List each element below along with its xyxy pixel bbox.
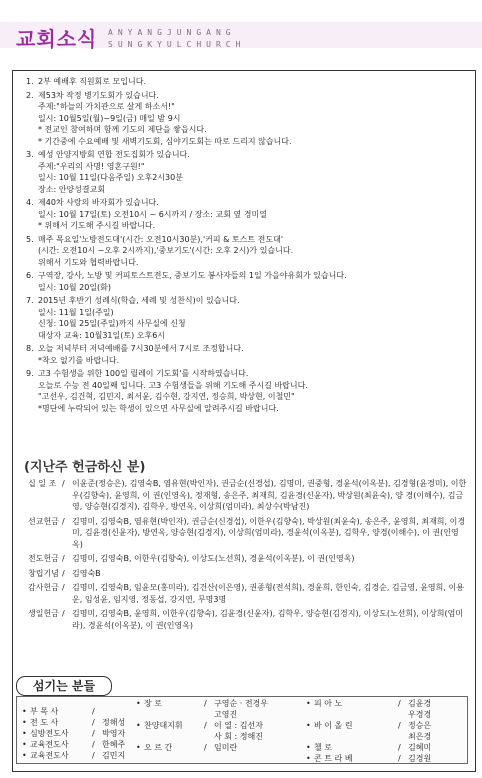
- offering-separator: /: [62, 568, 65, 578]
- offering-names: 이윤준(정승은), 김영숙B, 염유현(박인자), 권금순(신경섭), 김명미, 권중형, 경윤석(이옥분), 김경형(윤경미), 이한우(김향숙), 윤영희, 이 권(인영옥), 정재형, 송은주, 최재희, 김윤경(신윤자), 박상원(최윤숙), 양 경(이해수), 김금영, 양승현(김경지), 김학우, 방연옥, 이상희(엄미라), 최상수(박남진): [72, 479, 467, 511]
- notice-item: [26, 149, 466, 195]
- offering-row: [28, 608, 468, 631]
- notice-number: 3.: [26, 150, 34, 159]
- server-name: 한혜주: [102, 740, 126, 749]
- notice-item: [26, 343, 466, 366]
- server-separator: /: [398, 754, 401, 763]
- notice-detail: (시간: 오전10시 ~오후 2시까지),'중보기도'(시간: 오후 2시)가 있습니다.: [38, 246, 294, 255]
- bullet-icon: [306, 731, 314, 742]
- server-separator: [398, 731, 408, 742]
- offering-category: 십 일 조: [28, 479, 57, 488]
- notice-detail: *착오 없기를 바랍니다.: [38, 355, 120, 365]
- notice-detail: 대상자 교육: 10월31일(토) 오후6시: [38, 330, 166, 340]
- server-separator: /: [398, 721, 401, 730]
- offering-names: 김명미, 김영숙B, 임윤모(홍미라), 김건산(이은영), 권종형(전석희), 경윤희, 한인숙, 김경순, 김금영, 윤영희, 이용운, 임성윤, 임지영, 정동섭, 강지연, 무명3명: [72, 583, 464, 604]
- bullet-icon: •: [306, 721, 311, 730]
- server-separator: /: [92, 707, 95, 716]
- notice-item: [26, 90, 466, 148]
- bullet-icon: •: [22, 707, 27, 716]
- offering-separator: /: [62, 609, 65, 618]
- notice-heading: [26, 197, 466, 209]
- offering-row: [28, 553, 468, 565]
- server-role: 전 도 사: [30, 718, 59, 727]
- notice-number: 1.: [26, 77, 34, 86]
- bullet-icon: •: [22, 729, 27, 738]
- server-separator: [398, 709, 408, 720]
- server-separator: [204, 731, 214, 742]
- notice-detail: 주제:"우리의 사명! 영혼구원!": [38, 161, 145, 171]
- offering-names: 김명미, 김영숙B, 염유현(박인자), 권금순(신경섭), 이한우(김향숙), 박상원(최윤숙), 송은주, 윤영희, 최재희, 이경미, 김윤경(신윤자), 방연옥, 양승현(김경지), 이상희(엄미라), 경윤석(이옥분), 김학우, 양경(이해수), 이 권(인영옥): [72, 516, 466, 549]
- notice-detail: *명단에 누락되어 있는 학생이 있으면 사무실에 알려주시길 바랍니다.: [38, 403, 279, 413]
- notice-detail: 일시: 10월 11일(다음주일) 오후2시30분: [38, 173, 183, 182]
- offering-separator: /: [62, 479, 65, 488]
- notice-text: 예성 안양지방회 연합 전도집회가 있습니다.: [38, 150, 190, 159]
- server-role: 교육전도사: [30, 751, 69, 760]
- notice-item: [26, 234, 466, 269]
- offering-row: [28, 516, 468, 551]
- server-name: 최은경: [408, 732, 432, 741]
- server-role: [314, 709, 398, 720]
- offering-list: [28, 478, 468, 634]
- server-separator: /: [204, 699, 207, 708]
- server-row: [306, 709, 462, 720]
- server-row: [136, 709, 286, 720]
- server-row: [136, 720, 286, 731]
- bullet-icon: •: [22, 740, 27, 749]
- notice-detail: 일시: 10월 17일(토) 오전10시 ~ 6시까지 / 장소: 교회 옆 경미열: [38, 209, 267, 219]
- server-separator: /: [398, 699, 401, 708]
- server-separator: /: [92, 729, 95, 738]
- offering-row: [28, 478, 468, 513]
- notice-text: 구역장, 강사, 노방 및 커피토스트전도, 중보기도 봉사자들의 1일 가을야유회가 있습니다.: [38, 271, 347, 280]
- bullet-icon: •: [306, 699, 311, 708]
- offering-row: [28, 568, 468, 580]
- server-name: 고영진: [214, 710, 238, 719]
- server-name: 정승은: [408, 721, 432, 730]
- notice-detail: * 전교인 참여하며 함께 기도의 제단을 쌓읍시다.: [38, 125, 207, 134]
- offering-category: 선교헌금: [28, 516, 59, 526]
- server-name: 김민지: [102, 751, 126, 760]
- server-row: [22, 750, 126, 761]
- notice-text: 2부 예배후 직원회로 모입니다.: [38, 77, 146, 86]
- notice-detail: 장소: 안양성결교회: [38, 184, 106, 194]
- server-separator: /: [204, 743, 207, 752]
- offering-category: 창립기념: [28, 568, 59, 578]
- offering-separator: /: [62, 554, 65, 563]
- notice-detail: 일시: 10월 20일(화): [38, 282, 112, 292]
- server-role: 피 아 노: [314, 699, 343, 708]
- server-separator: /: [92, 751, 95, 760]
- server-name: 임미란: [214, 743, 238, 752]
- notice-text: 오늘 저녁부터 저녁예배를 7시30분에서 7시로 조정합니다.: [38, 344, 244, 353]
- bullet-icon: [136, 731, 144, 742]
- server-row: [136, 731, 286, 742]
- server-role: 장 로: [144, 699, 162, 708]
- server-separator: /: [92, 718, 95, 727]
- servers-col-1: [22, 706, 126, 761]
- server-name: 우경경: [408, 710, 432, 719]
- notice-detail: 오늘로 수능 전 40일째 입니다. 고3 수험생들을 위해 기도해 주시길 바랍니다.: [38, 380, 308, 390]
- notice-number: 2.: [26, 90, 34, 100]
- servers-col-2: [136, 698, 286, 753]
- notice-number: 4.: [26, 198, 34, 207]
- notice-number: 5.: [26, 234, 34, 244]
- server-separator: /: [398, 743, 401, 752]
- server-role: 콘 트 라 베: [314, 754, 353, 763]
- server-name: 정해성: [102, 718, 126, 727]
- offering-category: 감사헌금: [28, 583, 59, 592]
- notice-heading: [26, 149, 466, 161]
- server-separator: /: [92, 740, 95, 749]
- notice-number: 8.: [26, 344, 34, 353]
- notice-item: [26, 270, 466, 293]
- offering-category: 생일헌금: [28, 609, 59, 618]
- server-row: [22, 728, 126, 739]
- servers-section: [16, 676, 468, 766]
- offering-row: [28, 582, 468, 605]
- church-name-line1: ANYANGJUNGANG: [108, 28, 236, 37]
- notice-text: 매주 목요일'노방전도대'(시간: 오전10시30분),'커피 & 토스트 전도대': [38, 234, 284, 244]
- bullet-icon: [306, 709, 314, 720]
- server-separator: /: [204, 721, 207, 730]
- offering-names: 김명미, 김영숙B, 윤영희, 이한우(김향숙), 김윤경(신윤자), 김학우, 양승현(김경지), 이상도(노선희), 이상희(엄미라), 경윤석(이옥분), 이 권(인영옥): [72, 609, 464, 630]
- server-row: [306, 731, 462, 742]
- notices-list: [26, 76, 466, 416]
- bullet-icon: •: [136, 699, 141, 708]
- notice-text: 제40차 사랑의 바자회가 있습니다.: [38, 198, 159, 207]
- bullet-icon: •: [306, 743, 311, 752]
- notice-number: 6.: [26, 271, 34, 280]
- server-row: [136, 742, 286, 753]
- header: [0, 0, 482, 74]
- notice-text: 고3 수험생을 위한 100일 릴레이 기도회'를 시작하였습니다.: [38, 369, 249, 378]
- offering-category: 전도헌금: [28, 554, 59, 563]
- server-name: 이 열 : 김선자: [214, 721, 263, 730]
- server-separator: [204, 709, 214, 720]
- offering-names: 김영숙B: [72, 568, 101, 578]
- server-name: 김혜미: [408, 743, 432, 752]
- notice-detail: 일시: 11월 1일(주일): [38, 307, 114, 317]
- notice-heading: [26, 295, 466, 307]
- notice-item: [26, 76, 466, 88]
- notice-detail: 주제:"하늘의 가치관으로 살게 하소서!": [38, 102, 175, 111]
- server-row: [306, 753, 462, 764]
- server-name: 구영순 · 전경우: [214, 699, 268, 708]
- notice-detail: "고선우, 김건혁, 김민지, 최서윤, 김수현, 강지연, 정승희, 박상현, 이철민": [38, 392, 295, 401]
- servers-col-3: [306, 698, 462, 764]
- server-row: [22, 706, 126, 717]
- offering-section-title: (지난주 헌금하신 분): [24, 460, 146, 475]
- notice-heading: [26, 90, 466, 102]
- server-role: 교육전도사: [30, 740, 69, 749]
- notice-number: 7.: [26, 296, 34, 305]
- server-name: 박영자: [102, 729, 126, 738]
- page-title: 교회소식: [16, 27, 98, 51]
- server-role: [144, 709, 204, 720]
- bullet-icon: •: [136, 743, 141, 752]
- notice-item: [26, 368, 466, 414]
- notice-detail: 위해서 기도와 협력바랍니다.: [38, 257, 139, 267]
- server-role: [144, 731, 204, 742]
- bullet-icon: [136, 709, 144, 720]
- server-role: 부 목 사: [30, 707, 59, 716]
- notice-number: 9.: [26, 369, 34, 378]
- server-role: 심방전도사: [30, 729, 69, 738]
- server-role: 첼 로: [314, 743, 332, 752]
- notice-heading: [26, 270, 466, 282]
- notice-heading: [26, 343, 466, 355]
- notice-heading: [26, 76, 466, 88]
- server-role: 오 르 간: [144, 743, 173, 752]
- offering-separator: /: [62, 583, 65, 592]
- offering-separator: /: [62, 516, 65, 526]
- notice-detail: 신청: 10월 25일(주일)까지 사무실에 신청: [38, 319, 186, 328]
- server-role: [314, 731, 398, 742]
- server-row: [22, 739, 126, 750]
- server-role: 찬양대지휘: [144, 721, 183, 730]
- server-name: 김경원: [408, 754, 432, 763]
- notice-heading: [26, 234, 466, 246]
- bullet-icon: •: [306, 754, 311, 763]
- notice-detail: * 위해서 기도해 주시길 바랍니다.: [38, 221, 156, 230]
- notice-item: [26, 295, 466, 341]
- server-row: [22, 717, 126, 728]
- server-role: 바 이 올 린: [314, 721, 353, 730]
- server-row: [306, 742, 462, 753]
- notice-detail: 일시: 10월5일(월)~9일(금) 매일 밤 9시: [38, 113, 181, 123]
- notice-heading: [26, 368, 466, 380]
- server-name: 사 회 : 정해진: [214, 732, 263, 741]
- notice-item: [26, 197, 466, 232]
- bullet-icon: •: [22, 718, 27, 727]
- bullet-icon: •: [22, 751, 27, 760]
- server-row: [306, 720, 462, 731]
- offering-names: 김명미, 김영숙B, 이한우(김향숙), 이상도(노선희), 경윤석(이옥분), 이 권(인영옥): [72, 554, 355, 563]
- notice-detail: * 기간중에 수요예배 및 새벽기도회, 심야기도회는 따로 드리지 않습니다.: [38, 136, 292, 146]
- notice-text: 2015년 후반기 성례식(학습, 세례 및 성찬식)이 있습니다.: [38, 296, 240, 305]
- servers-title: 섬기는 분들: [16, 676, 112, 696]
- church-name-line2: SUNGKYULCHURCH: [108, 40, 246, 49]
- bullet-icon: •: [136, 721, 141, 730]
- server-row: [136, 698, 286, 709]
- server-row: [306, 698, 462, 709]
- notice-text: 제53차 작정 병기도회가 있습니다.: [38, 90, 159, 100]
- server-name: 김윤경: [408, 699, 432, 708]
- server-name: [102, 706, 126, 717]
